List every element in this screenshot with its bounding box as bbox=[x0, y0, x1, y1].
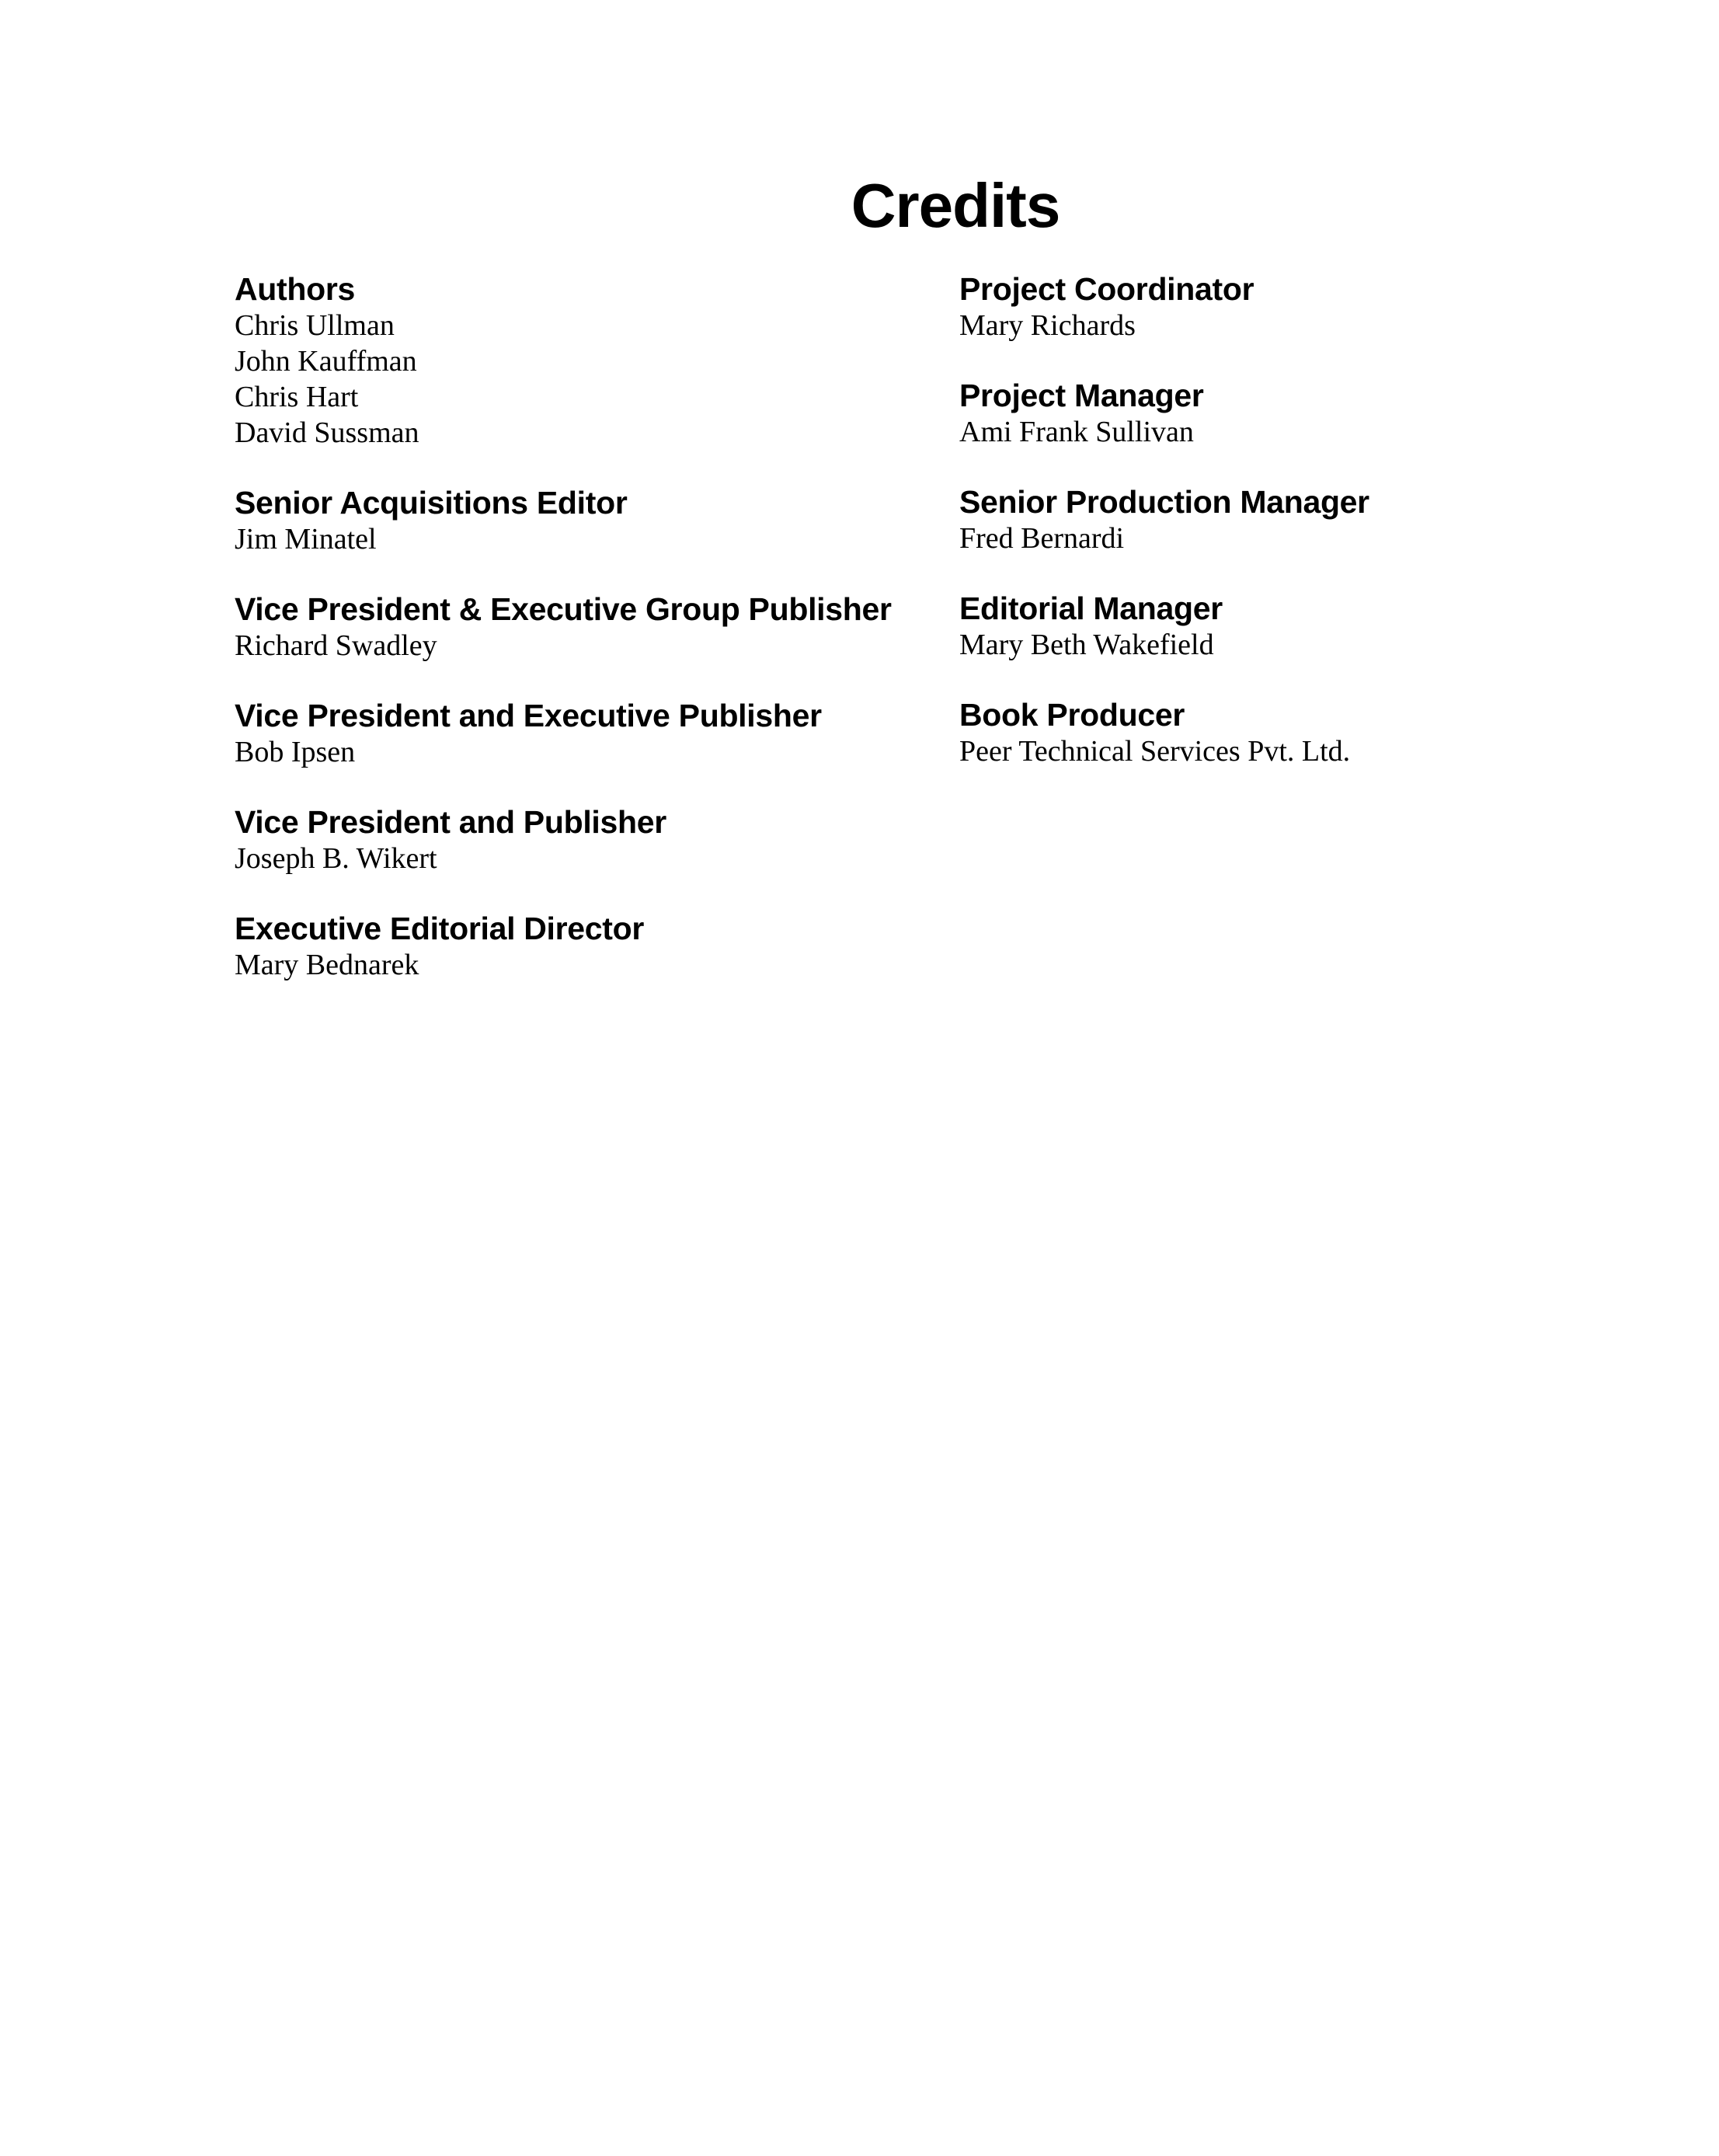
credit-section bbox=[235, 698, 903, 770]
credit-name: David Sussman bbox=[235, 416, 419, 449]
credit-role-heading: Vice President & Executive Group Publisher bbox=[235, 591, 892, 627]
credit-name-list bbox=[959, 627, 1658, 663]
credit-role-heading: Editorial Manager bbox=[959, 590, 1223, 626]
credit-role-heading: Senior Production Manager bbox=[959, 484, 1369, 520]
credit-name: Chris Ullman bbox=[235, 309, 395, 342]
credits-left-column bbox=[235, 271, 903, 1017]
credit-name: Richard Swadley bbox=[235, 629, 437, 662]
credit-role-heading: Vice President and Executive Publisher bbox=[235, 698, 822, 733]
credit-role-heading: Executive Editorial Director bbox=[235, 911, 645, 946]
credit-section bbox=[235, 271, 903, 451]
credit-name: Ami Frank Sullivan bbox=[959, 416, 1194, 448]
credit-name-list bbox=[235, 308, 903, 451]
credit-role-heading: Authors bbox=[235, 271, 356, 307]
credit-name-list bbox=[959, 733, 1658, 769]
credit-name: Jim Minatel bbox=[235, 523, 377, 556]
credits-right-column bbox=[959, 271, 1658, 803]
credit-name-list bbox=[959, 521, 1658, 556]
credit-role-heading: Vice President and Publisher bbox=[235, 804, 666, 840]
credit-section bbox=[235, 591, 903, 664]
credit-name: Peer Technical Services Pvt. Ltd. bbox=[959, 735, 1351, 768]
credit-section bbox=[235, 804, 903, 876]
credit-section bbox=[235, 911, 903, 983]
credit-name: Mary Richards bbox=[959, 309, 1136, 342]
credit-section bbox=[959, 378, 1658, 450]
credit-name-list bbox=[959, 414, 1658, 450]
credit-role-heading: Project Manager bbox=[959, 378, 1204, 413]
credit-name: Joseph B. Wikert bbox=[235, 842, 437, 875]
credit-section bbox=[235, 485, 903, 557]
credit-role-heading: Senior Acquisitions Editor bbox=[235, 485, 628, 521]
page-title: Credits bbox=[851, 171, 1060, 240]
credit-role-heading: Book Producer bbox=[959, 697, 1185, 733]
credit-name-list bbox=[235, 628, 903, 664]
credit-section bbox=[959, 484, 1658, 556]
credit-section bbox=[959, 271, 1658, 343]
credit-name: Mary Beth Wakefield bbox=[959, 629, 1214, 661]
credit-section bbox=[959, 590, 1658, 663]
credit-name: Fred Bernardi bbox=[959, 522, 1125, 555]
credit-name: Bob Ipsen bbox=[235, 736, 356, 768]
credit-name: Mary Bednarek bbox=[235, 949, 419, 981]
credit-name-list bbox=[235, 947, 903, 983]
credit-role-heading: Project Coordinator bbox=[959, 271, 1254, 307]
credit-name-list bbox=[235, 841, 903, 876]
credit-name-list bbox=[235, 734, 903, 770]
credit-name-list bbox=[959, 308, 1658, 343]
credit-name-list bbox=[235, 521, 903, 557]
credit-name: John Kauffman bbox=[235, 345, 417, 378]
credit-name: Chris Hart bbox=[235, 381, 359, 413]
credit-section bbox=[959, 697, 1658, 769]
